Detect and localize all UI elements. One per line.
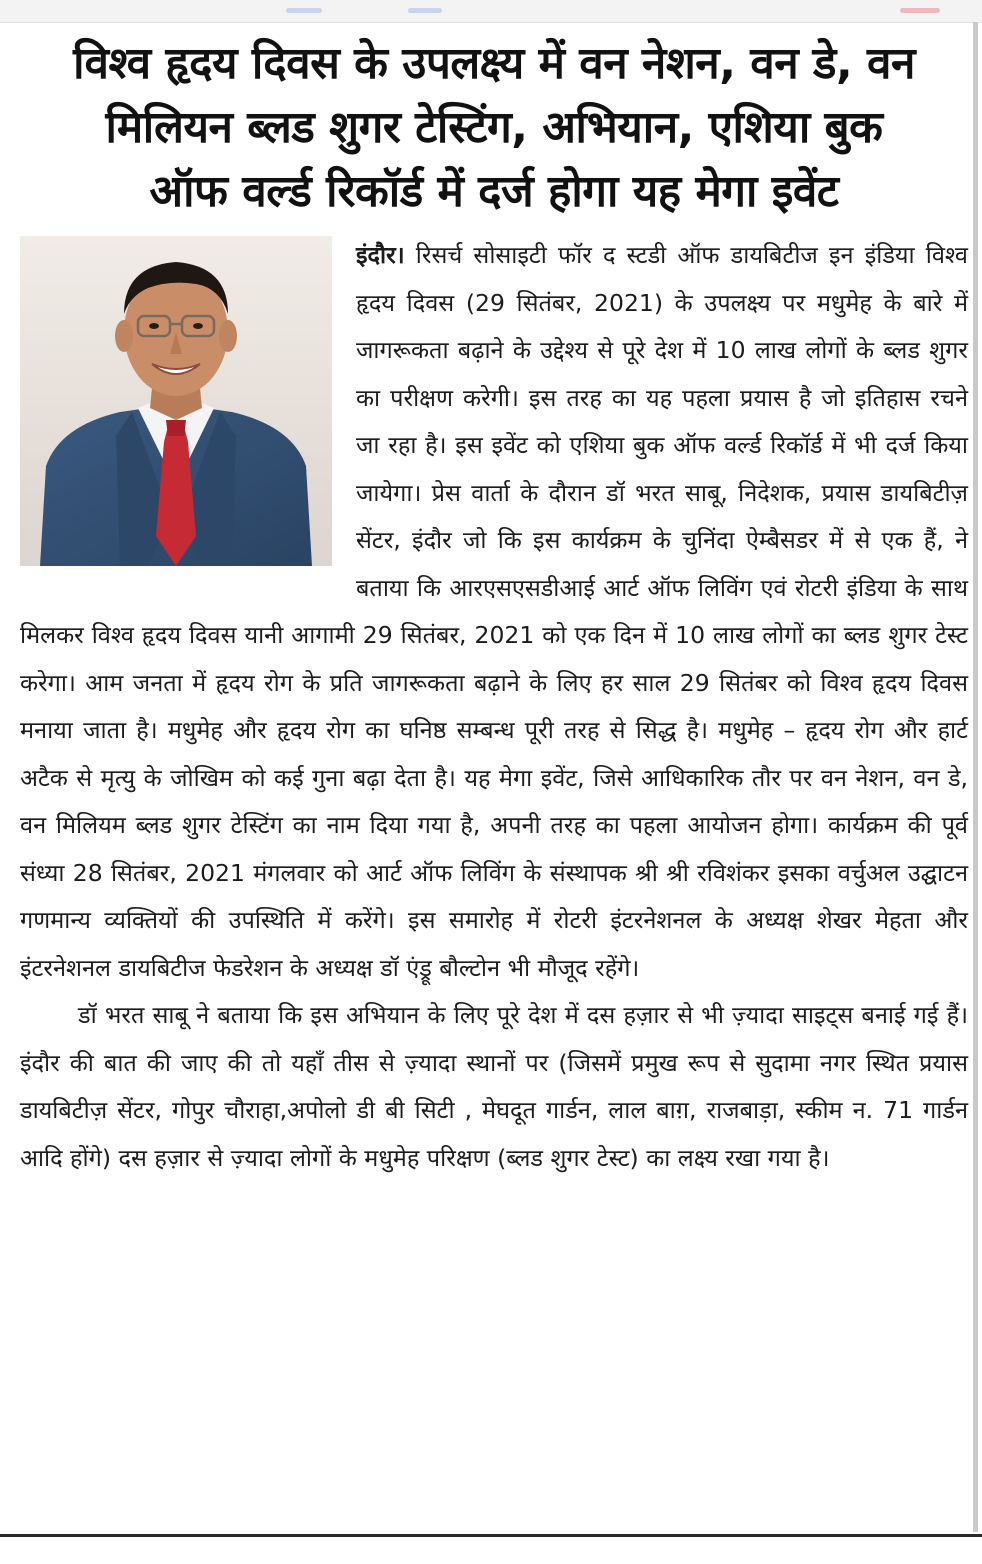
- news-article: [20, 32, 968, 1182]
- portrait-illustration: [20, 236, 332, 566]
- paragraph-text: रिसर्च सोसाइटी फॉर द स्टडी ऑफ डायबिटीज इन इंडिया विश्व हृदय दिवस (29 सितंबर, 2021) के उपलक्ष्य पर मधुमेह के बारे में जागरूकता बढ़ाने के उद्देश्य से पूरे देश में 10 लाख लोगों के ब्लड शुगर का परीक्षण करेगी। इस तरह का यह पहला प्रयास है जो इतिहास रचने जा रहा है। इस इवेंट को एशिया बुक ऑफ वर्ल्ड रिकॉर्ड में भी दर्ज किया जायेगा। प्रेस वार्ता के दौरान डॉ भरत साबू, निदेशक, प्रयास डायबिटीज़ सेंटर, इंदौर जो कि इस कार्यक्रम के चुनिंदा ऐम्बैसडर में से एक हैं, ने बताया कि आरएसएसडीआई आर्ट ऑफ लिविंग एवं रोटरी इंडिया के साथ मिलकर विश्व हृदय दिवस यानी आगामी 29 सितंबर, 2021 को एक दिन में 10 लाख लोगों का ब्लड शुगर टेस्ट करेगा। आम जनता में हृदय रोग के प्रति जागरूकता बढ़ाने के लिए हर साल 29 सितंबर को विश्व हृदय दिवस मनाया जाता है। मधुमेह और हृदय रोग का घनिष्ठ सम्बन्ध पूरी तरह से सिद्ध है। मधुमेह – हृदय रोग और हार्ट अटैक से मृत्यु के जोखिम को कई गुना बढ़ा देता है। यह मेगा इवेंट, जिसे आधिकारिक तौर पर वन नेशन, वन डे, वन मिलियम ब्लड शुगर टेस्टिंग का नाम दिया गया है, अपनी तरह का पहला आयोजन होगा। कार्यक्रम की पूर्व संध्या 28 सितंबर, 2021 मंगलवार को आर्ट ऑफ लिविंग के संस्थापक श्री श्री रविशंकर इसका वर्चुअल उद्घाटन गणमान्य व्यक्तियों की उपस्थिति में करेंगे। इस समारोह में रोटरी इंटरनेशनल के अध्यक्ष शेखर मेहता और इंटरनेशनल डायबिटीज फेडरेशन के अध्यक्ष डॉ एंड्रू बौल्टोन भी मौजूद रहेंगे।: [20, 241, 969, 982]
- headline-line: मिलियन ब्लड शुगर टेस्टिंग, अभियान, एशिया बुक: [105, 102, 883, 153]
- paragraph-text: डॉ भरत साबू ने बताया कि इस अभियान के लिए पूरे देश में दस हज़ार से भी ज़्यादा साइट्स बनाई गई हैं। इंदौर की बात की जाए की तो यहाँ तीस से ज़्यादा स्थानों पर (जिसमें प्रमुख रूप से सुदामा नगर स्थित प्रयास डायबिटीज़ सेंटर, गोपुर चौराहा,अपोलो डी बी सिटी , मेघदूत गार्डन, लाल बाग़, राजबाड़ा, स्कीम न. 71 गार्डन आदि होंगे) दस हज़ार से ज़्यादा लोगों के मधुमेह परिक्षण (ब्लड शुगर टेस्ट) का लक्ष्य रखा गया है।: [20, 1001, 968, 1172]
- column-rule: [973, 22, 978, 1532]
- paragraph: [20, 992, 968, 1182]
- dateline: इंदौर।: [356, 241, 405, 269]
- top-strip-mark: [408, 8, 442, 13]
- top-strip: [0, 0, 982, 23]
- top-strip-mark: [900, 8, 940, 13]
- page-bottom-rule: [0, 1534, 982, 1564]
- top-strip-mark: [286, 8, 322, 13]
- headline-line: ऑफ वर्ल्ड रिकॉर्ड में दर्ज होगा यह मेगा इवेंट: [149, 166, 839, 217]
- headline: [20, 32, 968, 224]
- article-body: [20, 232, 968, 1182]
- portrait-photo: [20, 236, 332, 566]
- headline-line: विश्व हृदय दिवस के उपलक्ष्य में वन नेशन, वन डे, वन: [73, 38, 915, 89]
